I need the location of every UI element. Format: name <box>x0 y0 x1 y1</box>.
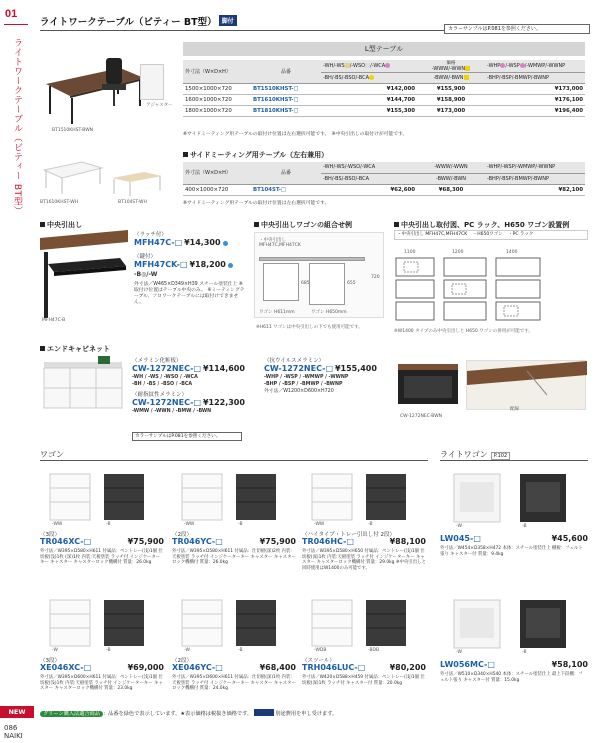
width-1400: 1400 <box>506 250 518 255</box>
end-cabinet-photo <box>40 354 126 410</box>
wagon-color-black: -B <box>368 522 373 527</box>
color-group-1b: -BH/-BS/-BSO/-BCA <box>321 73 417 84</box>
wagon-color-white: -WW <box>184 522 195 527</box>
wagon-type: （2段） <box>172 658 192 664</box>
pc-rack-heading: 中央引出し取付図、PC ラック、H650 ワゴン設置例 <box>394 220 569 230</box>
wagon-spec: 外寸法／W420×D588×H459 付属品：ペントレー(浅)1個 仕切板(深)1枚 ラッチ付 キャスター付 質量：20.0kg <box>302 675 425 686</box>
center-drawer-caption: MFH47C-B <box>42 318 66 323</box>
page-title-text: ライトワークテーブル（ビティー BT型） <box>40 17 217 28</box>
light-wagon-spec: 外寸法／W510×D340×H540 本体：スチール塗装仕上 最上下段棚：フェルト張り キャスター付 質量：15.0kg <box>440 672 583 683</box>
l-table-note: ※サイドミーティング用テーブルの取付け位置は左右選択可能です。 ※中央引出しの取付けが可能です。 <box>183 132 408 137</box>
wagon-model: TR046HC-□ <box>302 537 354 546</box>
wagon-price: ¥75,900 <box>259 537 296 546</box>
wagon-combo-diagram: ・中央引出し MFH47C,MFH47CK 685 655 720 ワゴン H611mm ワゴン H650mm <box>254 232 384 318</box>
light-wagon-color-white: -W <box>456 524 462 529</box>
drawer-latch-label: （ラッチ付） <box>134 232 167 238</box>
l-table-photo-caption: BT1510KHST-BWN <box>52 128 94 133</box>
wagon-spec: 外寸法／W395×D580×H611 付属品：ペントレー(浅)1個 仕切板(浅)1枚 (深)1枚 内装:天板塗装 ラッチ付 インジケーターキー キャスター キャスターロック機構付 質量：26.0kg <box>40 549 163 565</box>
side-table-caption: BT104ST-WH <box>118 200 147 205</box>
light-wagon-rule <box>440 460 588 461</box>
wagon-combo-heading: 中央引出しワゴンの組合せ例 <box>254 220 352 230</box>
wagon-color-white: -W <box>184 648 190 653</box>
fingerprint-colors: -WMW / -WWN / -BMW / -BWN <box>132 409 212 414</box>
drawer-latch-model: MFH47C-□ <box>134 238 183 247</box>
fingerprint-line: CW-1272NEC-□ ¥122,300 <box>132 398 245 407</box>
bottom-note: グリーン購入法適合商品 ：品番を緑色で表示しています。★表示価格は税抜き価格です。 別途費用を申し受けます。 <box>40 709 592 717</box>
wagon-type: （3段） <box>40 532 60 538</box>
wagon-price-line <box>172 537 296 546</box>
title-tag: 脚付 <box>219 15 237 26</box>
light-wagon-color-black: -B <box>522 524 527 529</box>
vertical-section-title: ライトワークテーブル（ビティー BT型） <box>12 38 22 216</box>
wagon-price-line <box>302 537 426 546</box>
pc-rack-legend: ・中央引出し MFH47C,MFH47CK ・H650ワゴン ・PC ラック <box>394 230 588 240</box>
light-wagon-color-white: -W <box>456 650 462 655</box>
wagon-color-black: -B <box>106 648 111 653</box>
adjuster-caption: アジャスター <box>146 103 173 108</box>
color-group-3a: -WHP /-WSP /-WMWP/-WWNP <box>485 60 585 73</box>
wagon-color-white: -WW <box>314 522 325 527</box>
light-wagon-price-line <box>440 534 588 543</box>
wagon-price-line <box>40 537 164 546</box>
end-cabinet-note: カラーサンプルはP.081を参照ください。 <box>132 432 242 441</box>
wagon-type: （スツール） <box>302 658 335 664</box>
wagon-photo <box>302 468 422 526</box>
melamine-colors-b: -BH / -BS / -BSO / -BCA <box>132 382 193 387</box>
col-model: 品番 <box>251 60 321 84</box>
wiring-caption: 配線 <box>510 407 519 412</box>
antivirus-line: CW-1272NEC-□ ¥155,400 <box>264 364 377 373</box>
antivirus-label: （抗ウイルスメラミン） <box>264 358 325 364</box>
page-footer: 086 NAIKI <box>4 724 23 740</box>
page-title <box>40 14 237 28</box>
melamine-colors-a: -WH / -WS / -WSO / -WCA <box>132 375 198 380</box>
antivirus-colors-a: -WHP / -WSP / -WMWP / -WWNP <box>264 375 349 380</box>
pc-rack-note: ※W1400 タイプのみ中央引出しと H650 ワゴンの併用が可能です。 <box>394 329 533 334</box>
wagon-color-black: -B <box>106 522 111 527</box>
wagon-spec: 外寸法／W395×D600×H611 付属品：ペントレー(浅)1個 仕切板(浅)1枚 内装:天板塗装 ラッチ付 インジケーターキー キャスター キャスターロック機構付 質量：23.0kg <box>40 675 163 691</box>
wagon-combo-note: ※H611 ワゴンは中央引出しの下でも使用可能です。 <box>256 325 363 330</box>
side-table-spec-table: 外寸法（W×D×H） 品番 -WH/-WS/-WSO/-WCA -WWW/-WWN -WHP/-WSP/-WMWP/-WWNP -BH/-BS/-BSO/-BCA -BWW/-BWN -BHP/-BSP/-BMWP/-BWNP 400×1000×720 BT104ST-□ ¥62,600 ¥68,300 ¥82,100 <box>183 162 585 196</box>
wagon-color-black: -B <box>238 648 243 653</box>
table-row: 400×1000×720 BT104ST-□ ¥62,600 ¥68,300 ¥82,100 <box>183 184 585 195</box>
wagon-price: ¥88,100 <box>389 537 426 546</box>
wagon-type: （2段） <box>172 532 192 538</box>
wagon-color-white: -W <box>52 648 58 653</box>
wagon-rule <box>40 460 428 461</box>
side-table-heading: サイドミーティング用テーブル（左右兼用） <box>183 150 328 160</box>
end-cabinet-heading: エンドキャビネット <box>40 344 110 354</box>
wagon-color-black: -B <box>238 522 243 527</box>
wiring-photo <box>466 360 586 410</box>
light-wagon-model: LW045-□ <box>440 534 481 543</box>
drawer-spec: 外寸法／W465×D349×H39 スチール塗装仕上 ※取付け位置はテーブル中央のみ。 ※ミーティングテーブル、ソロワークテーブルには取付けできません。 <box>134 282 245 305</box>
adjuster-photo <box>140 64 164 100</box>
l-table-spec-table <box>183 60 585 117</box>
wagon-photo <box>40 594 160 652</box>
price-mark-icon <box>228 263 233 268</box>
wagon-model: TR046YC-□ <box>172 537 223 546</box>
wagon-price-line <box>172 663 296 672</box>
l-table-band: L型テーブル <box>183 42 585 56</box>
wagon-price: ¥68,400 <box>259 663 296 672</box>
wagon-price: ¥69,000 <box>127 663 164 672</box>
color-group-1a: -WH/-WS /-WSO /-WCA <box>321 60 417 73</box>
extra-cost-icon <box>254 709 274 716</box>
width-1100: 1100 <box>404 250 416 255</box>
light-wagon-price: ¥45,600 <box>551 534 588 543</box>
wagon-model: XE046XC-□ <box>40 663 92 672</box>
l-table-photo <box>40 44 148 128</box>
end-cabinet-dark-photo <box>396 360 460 410</box>
light-wagon-heading: ライトワゴン P.102 <box>440 449 510 460</box>
wagon-spec: 外寸法／W395×D600×H611 付属品：仕切板(深)1枚 内装:天板塗装 ラッチ付 インジケーターキー キャスター キャスターロック機構付 質量：24.0kg <box>172 675 296 691</box>
light-wagon-price: ¥58,100 <box>551 660 588 669</box>
wagon-color-white: -WDB <box>314 648 327 653</box>
fingerprint-label: （耐指紋性メラミン） <box>132 392 188 398</box>
side-table-photo <box>110 166 164 196</box>
color-group-3b: -BHP/-BSP/-BMWP/-BWNP <box>485 73 585 84</box>
melamine-label: （メラミン化粧板） <box>132 358 182 364</box>
center-drawer-photo <box>40 230 128 322</box>
wagon-model: TR046XC-□ <box>40 537 92 546</box>
antivirus-colors-b: -BHP / -BSP / -BMWP / -BWNP <box>264 382 343 387</box>
antivirus-size: 外寸法／W1200×D600×H720 <box>264 389 334 394</box>
wagon-photo <box>40 468 160 526</box>
color-sample-note: カラーサンプルはP.081を参照ください。 <box>444 24 590 34</box>
color-group-2b: -BWW/-BWN <box>417 73 485 84</box>
side-rail <box>0 0 34 743</box>
light-wagon-price-line <box>440 660 588 669</box>
wagon-photo <box>172 594 292 652</box>
drawer-colors: -B◎/-W <box>134 271 158 278</box>
wagon-model: TRH046LUC-□ <box>302 663 366 672</box>
light-wagon-photo <box>440 468 588 530</box>
color-group-2a: 価格 -WWW/-WWN <box>417 60 485 73</box>
wagon-model: XE046YC-□ <box>172 663 223 672</box>
pc-rack-diagram <box>394 256 542 322</box>
white-l-table-photo <box>40 156 106 196</box>
page-number: 01 <box>5 8 18 20</box>
page-number-rule <box>4 24 28 25</box>
table-row: 1800×1000×720 BT1810KHST-□ ¥155,300 ¥173,000 ¥196,400 <box>183 106 585 117</box>
wagon-spec: 外寸法／W395×D580×H650 付属品：ペントレー(浅)1個 仕切板(深)1枚 内装:天板塗装 ラッチ付 インジケーターキー キャスター キャスターロック機構付 質量：29.0kg ※中央引出しと同時使用はW1400のみ可能です。 <box>302 549 426 571</box>
light-wagon-model: LW056MC-□ <box>440 660 495 669</box>
l-table-illustration <box>40 44 148 128</box>
green-purchase-badge: グリーン購入法適合商品 <box>40 711 103 717</box>
wagon-type: （3段） <box>40 658 60 664</box>
new-badge: NEW <box>0 706 34 718</box>
light-wagon-spec: 外寸法／W454×D358×H472 本体：スチール塗装仕上 棚板：フェルト張り キャスター付 質量：9.4kg <box>440 546 583 557</box>
wagon-photo <box>302 594 422 652</box>
price-mark-icon <box>223 241 228 246</box>
wagon-color-black: -BDB <box>368 648 380 653</box>
width-1200: 1200 <box>452 250 464 255</box>
wagon-type: （ハイタイプ・トレー引出し付 2段） <box>302 532 395 538</box>
wagon-spec: 外寸法／W395×D580×H611 付属品：仕切板(深)2枚 内装:天板塗装 ラッチ付 インジケーターキー キャスター キャスターロック機構付 質量：26.0kg <box>172 549 296 565</box>
wagon-price-line <box>302 663 426 672</box>
light-wagon-color-black: -B <box>522 650 527 655</box>
table-row: 1600×1000×720 BT1610KHST-□ ¥144,700 ¥158,900 ¥176,100 <box>183 95 585 106</box>
wagon-price: ¥80,200 <box>389 663 426 672</box>
side-table-note: ※サイドミーティング用テーブルの取付け位置は左右選択可能です。 <box>183 201 330 206</box>
drawer-key-price: ¥18,200 <box>189 260 226 269</box>
drawer-latch-price: ¥14,300 <box>184 238 221 247</box>
table-row: 1500×1000×720 BT1510KHST-□ ¥142,000 ¥155,900 ¥173,000 <box>183 84 585 95</box>
end-cabinet-dark-caption: CW-1272NEC-BWN <box>400 414 443 419</box>
light-wagon-photo <box>440 594 588 656</box>
wagon-price: ¥75,900 <box>127 537 164 546</box>
drawer-key-label: （鍵付） <box>134 254 157 260</box>
wagon-price-line <box>40 663 164 672</box>
drawer-key-model: MFH47CK-□ <box>134 260 188 269</box>
wagon-photo <box>172 468 292 526</box>
wagon-heading: ワゴン <box>40 450 64 459</box>
wagon-color-white: -WW <box>52 522 63 527</box>
melamine-line: CW-1272NEC-□ ¥114,600 <box>132 364 245 373</box>
col-size: 外寸法（W×D×H） <box>183 60 251 84</box>
white-l-table-caption: BT1610KHST-WH <box>40 200 79 205</box>
center-drawer-heading: 中央引出し <box>40 220 82 230</box>
